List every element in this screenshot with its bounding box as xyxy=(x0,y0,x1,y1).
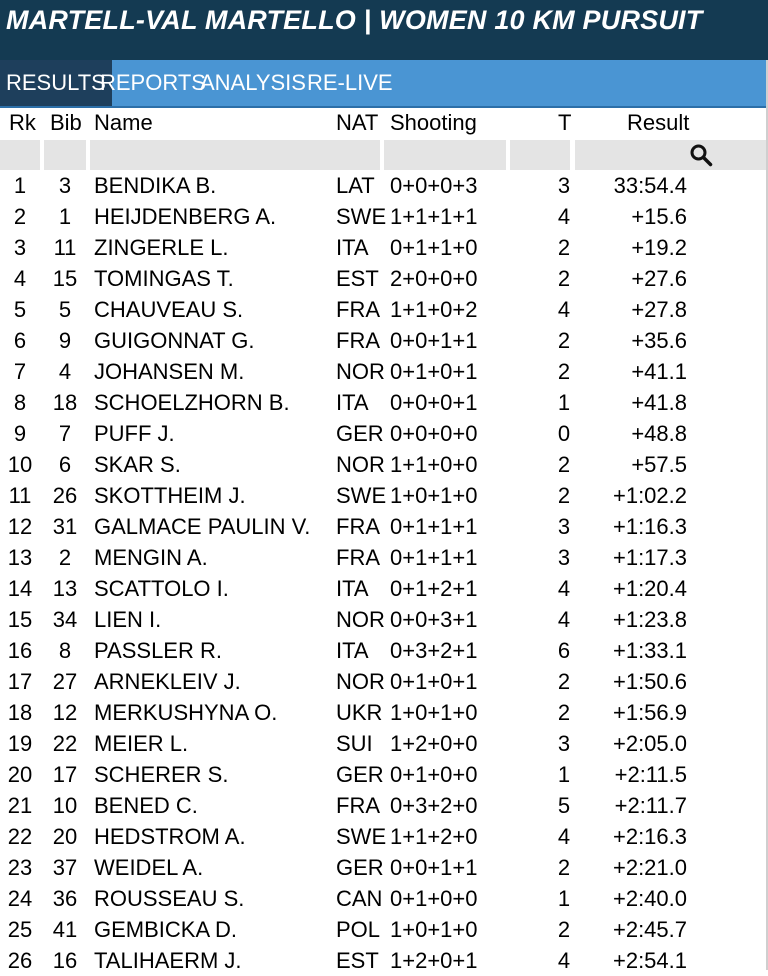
cell-bib: 6 xyxy=(58,452,72,477)
header-nat[interactable]: NAT xyxy=(336,110,379,135)
cell-shooting: 0+0+1+1 xyxy=(390,855,478,880)
cell-shooting: 0+1+0+0 xyxy=(390,762,478,787)
cell-rk: 12 xyxy=(7,514,33,539)
cell-rk: 7 xyxy=(13,359,27,384)
filter-name-input[interactable] xyxy=(90,140,380,170)
header-bib[interactable]: Bib xyxy=(50,110,82,135)
cell-rk: 22 xyxy=(7,824,33,849)
table-row[interactable] xyxy=(0,232,766,263)
cell-t: 6 xyxy=(557,638,571,663)
cell-nat: POL xyxy=(336,917,381,942)
cell-nat: NOR xyxy=(336,452,385,477)
cell-bib: 37 xyxy=(52,855,78,880)
cell-nat: FRA xyxy=(336,514,380,539)
table-row[interactable] xyxy=(0,821,766,852)
cell-rk: 11 xyxy=(8,483,32,508)
cell-t: 4 xyxy=(557,297,571,322)
table-row[interactable] xyxy=(0,201,766,232)
cell-shooting: 1+0+1+0 xyxy=(390,483,478,508)
cell-bib: 34 xyxy=(52,607,78,632)
cell-shooting: 0+3+2+0 xyxy=(390,793,478,818)
table-row[interactable] xyxy=(0,852,766,883)
cell-bib: 15 xyxy=(52,266,78,291)
cell-bib: 4 xyxy=(58,359,72,384)
cell-result: +19.2 xyxy=(631,235,687,260)
cell-rk: 21 xyxy=(7,793,33,818)
cell-name: MERKUSHYNA O. xyxy=(94,700,278,725)
cell-nat: CAN xyxy=(336,886,383,911)
cell-rk: 17 xyxy=(7,669,33,694)
cell-name: TALIHAERM J. xyxy=(94,948,242,973)
table-row[interactable] xyxy=(0,790,766,821)
cell-rk: 15 xyxy=(7,607,33,632)
cell-result: +2:05.0 xyxy=(612,731,687,756)
cell-shooting: 0+1+2+1 xyxy=(390,576,478,601)
cell-t: 1 xyxy=(557,390,571,415)
cell-t: 1 xyxy=(557,762,571,787)
cell-rk: 13 xyxy=(7,545,33,570)
header-result[interactable]: Result xyxy=(627,110,690,135)
cell-shooting: 1+1+2+0 xyxy=(390,824,478,849)
cell-name: JOHANSEN M. xyxy=(94,359,245,384)
cell-t: 4 xyxy=(557,824,571,849)
cell-result: +27.6 xyxy=(631,266,687,291)
cell-t: 2 xyxy=(557,328,571,353)
table-row[interactable] xyxy=(0,573,766,604)
cell-rk: 10 xyxy=(7,452,33,477)
cell-rk: 20 xyxy=(7,762,33,787)
cell-name: SCHERER S. xyxy=(94,762,229,787)
cell-name: MEIER L. xyxy=(94,731,189,756)
cell-t: 4 xyxy=(557,948,571,973)
table-row[interactable] xyxy=(0,263,766,294)
page-title: MARTELL-VAL MARTELLO | WOMEN 10 KM PURSUIT xyxy=(6,5,703,35)
table-row[interactable] xyxy=(0,728,766,759)
table-row[interactable] xyxy=(0,511,766,542)
cell-shooting: 2+0+0+0 xyxy=(390,266,478,291)
cell-t: 2 xyxy=(557,917,571,942)
cell-result: +48.8 xyxy=(631,421,687,446)
cell-result: +27.8 xyxy=(631,297,687,322)
cell-nat: LAT xyxy=(336,173,375,198)
cell-bib: 2 xyxy=(58,545,72,570)
table-row[interactable] xyxy=(0,914,766,945)
cell-nat: FRA xyxy=(336,328,380,353)
cell-shooting: 1+2+0+1 xyxy=(390,948,478,973)
cell-result: +2:21.0 xyxy=(612,855,687,880)
cell-rk: 18 xyxy=(7,700,33,725)
header-t[interactable]: T xyxy=(558,110,572,135)
cell-bib: 27 xyxy=(52,669,78,694)
cell-t: 0 xyxy=(557,421,571,446)
cell-shooting: 0+0+1+1 xyxy=(390,328,478,353)
cell-result: 33:54.4 xyxy=(613,173,687,198)
cell-nat: GER xyxy=(336,762,384,787)
cell-bib: 10 xyxy=(52,793,78,818)
cell-rk: 16 xyxy=(7,638,33,663)
cell-bib: 13 xyxy=(52,576,78,601)
cell-t: 3 xyxy=(557,173,571,198)
tab-bar xyxy=(0,60,766,108)
table-row[interactable] xyxy=(0,480,766,511)
table-row[interactable] xyxy=(0,356,766,387)
cell-nat: ITA xyxy=(336,576,369,601)
cell-result: +57.5 xyxy=(631,452,687,477)
cell-bib: 31 xyxy=(52,514,78,539)
table-row[interactable] xyxy=(0,294,766,325)
tab-analysis[interactable]: ANALYSIS xyxy=(200,70,306,95)
cell-nat: ITA xyxy=(336,638,369,663)
tab-re-live[interactable]: RE-LIVE xyxy=(307,70,393,95)
cell-result: +2:11.7 xyxy=(614,793,687,818)
cell-name: LIEN I. xyxy=(94,607,162,632)
cell-result: +1:16.3 xyxy=(612,514,687,539)
cell-result: +1:50.6 xyxy=(612,669,687,694)
cell-result: +2:16.3 xyxy=(612,824,687,849)
cell-shooting: 0+1+1+1 xyxy=(390,514,478,539)
cell-nat: FRA xyxy=(336,793,380,818)
table-row[interactable] xyxy=(0,635,766,666)
cell-result: +41.1 xyxy=(631,359,687,384)
cell-t: 2 xyxy=(557,452,571,477)
cell-name: SCHOELZHORN B. xyxy=(94,390,290,415)
cell-rk: 9 xyxy=(13,421,27,446)
cell-rk: 3 xyxy=(13,235,27,260)
cell-rk: 2 xyxy=(13,204,27,229)
cell-nat: FRA xyxy=(336,545,380,570)
cell-name: PUFF J. xyxy=(94,421,175,446)
cell-t: 4 xyxy=(557,607,571,632)
cell-nat: NOR xyxy=(336,359,385,384)
cell-name: GALMACE PAULIN V. xyxy=(94,514,311,539)
cell-nat: EST xyxy=(336,266,379,291)
cell-bib: 8 xyxy=(58,638,72,663)
cell-name: CHAUVEAU S. xyxy=(94,297,244,322)
cell-rk: 5 xyxy=(13,297,27,322)
cell-nat: ITA xyxy=(336,390,369,415)
cell-nat: FRA xyxy=(336,297,380,322)
cell-name: WEIDEL A. xyxy=(94,855,204,880)
cell-shooting: 0+0+0+1 xyxy=(390,390,478,415)
cell-name: SCATTOLO I. xyxy=(94,576,229,601)
cell-nat: NOR xyxy=(336,607,385,632)
cell-bib: 12 xyxy=(52,700,78,725)
table-row[interactable] xyxy=(0,542,766,573)
cell-shooting: 1+2+0+0 xyxy=(390,731,478,756)
cell-rk: 19 xyxy=(7,731,33,756)
cell-t: 2 xyxy=(557,483,571,508)
table-row[interactable] xyxy=(0,604,766,635)
cell-shooting: 0+1+0+1 xyxy=(390,359,478,384)
table-row[interactable] xyxy=(0,325,766,356)
filter-rank-input[interactable] xyxy=(0,140,40,170)
cell-t: 1 xyxy=(557,886,571,911)
cell-bib: 5 xyxy=(58,297,72,322)
cell-shooting: 0+0+3+1 xyxy=(390,607,478,632)
cell-shooting: 0+0+0+3 xyxy=(390,173,478,198)
cell-shooting: 1+0+1+0 xyxy=(390,917,478,942)
cell-t: 2 xyxy=(557,669,571,694)
table-row[interactable] xyxy=(0,666,766,697)
filter-bib-input[interactable] xyxy=(44,140,86,170)
cell-name: ROUSSEAU S. xyxy=(94,886,245,911)
cell-nat: UKR xyxy=(336,700,383,725)
cell-nat: ITA xyxy=(336,235,369,260)
cell-nat: NOR xyxy=(336,669,385,694)
cell-result: +2:11.5 xyxy=(614,762,687,787)
tab-reports[interactable]: REPORTS xyxy=(100,70,206,95)
cell-name: SKOTTHEIM J. xyxy=(94,483,246,508)
filter-result-input[interactable] xyxy=(575,140,766,170)
cell-result: +41.8 xyxy=(631,390,687,415)
cell-name: BENDIKA B. xyxy=(94,173,217,198)
cell-t: 5 xyxy=(557,793,571,818)
table-row[interactable] xyxy=(0,883,766,914)
cell-rk: 1 xyxy=(13,173,27,198)
cell-name: GUIGONNAT G. xyxy=(94,328,255,353)
cell-t: 2 xyxy=(557,266,571,291)
cell-t: 3 xyxy=(557,514,571,539)
cell-name: SKAR S. xyxy=(94,452,181,477)
cell-result: +15.6 xyxy=(631,204,687,229)
tab-results[interactable]: RESULTS xyxy=(0,60,112,106)
cell-nat: SWE xyxy=(336,204,387,229)
cell-bib: 11 xyxy=(53,235,77,260)
cell-rk: 23 xyxy=(7,855,33,880)
cell-shooting: 0+3+2+1 xyxy=(390,638,478,663)
cell-bib: 7 xyxy=(58,421,72,446)
cell-result: +1:17.3 xyxy=(612,545,687,570)
cell-name: MENGIN A. xyxy=(94,545,208,570)
cell-result: +1:23.8 xyxy=(612,607,687,632)
cell-result: +2:40.0 xyxy=(612,886,687,911)
cell-shooting: 1+1+0+2 xyxy=(390,297,478,322)
cell-name: ARNEKLEIV J. xyxy=(94,669,241,694)
cell-name: GEMBICKA D. xyxy=(94,917,238,942)
cell-shooting: 1+1+1+1 xyxy=(390,204,478,229)
cell-result: +2:45.7 xyxy=(612,917,687,942)
cell-t: 4 xyxy=(557,576,571,601)
cell-bib: 3 xyxy=(58,173,72,198)
cell-t: 3 xyxy=(557,545,571,570)
cell-t: 2 xyxy=(557,855,571,880)
cell-rk: 14 xyxy=(7,576,33,601)
cell-result: +2:54.1 xyxy=(612,948,687,973)
cell-nat: SWE xyxy=(336,824,387,849)
cell-t: 3 xyxy=(557,731,571,756)
cell-rk: 25 xyxy=(7,917,33,942)
cell-bib: 9 xyxy=(58,328,72,353)
cell-rk: 24 xyxy=(7,886,33,911)
cell-shooting: 1+1+0+0 xyxy=(390,452,478,477)
filter-t-input[interactable] xyxy=(510,140,570,170)
header-shooting[interactable]: Shooting xyxy=(390,110,477,135)
cell-t: 2 xyxy=(557,359,571,384)
cell-t: 2 xyxy=(557,235,571,260)
cell-name: HEDSTROM A. xyxy=(94,824,246,849)
cell-result: +35.6 xyxy=(631,328,687,353)
cell-shooting: 0+1+0+0 xyxy=(390,886,478,911)
filter-shooting-input[interactable] xyxy=(384,140,506,170)
cell-bib: 18 xyxy=(52,390,78,415)
table-row[interactable] xyxy=(0,697,766,728)
cell-rk: 4 xyxy=(13,266,27,291)
cell-name: ZINGERLE L. xyxy=(94,235,229,260)
cell-nat: EST xyxy=(336,948,379,973)
cell-shooting: 0+1+1+0 xyxy=(390,235,478,260)
cell-shooting: 0+1+1+1 xyxy=(390,545,478,570)
cell-bib: 20 xyxy=(52,824,78,849)
cell-bib: 26 xyxy=(52,483,78,508)
cell-nat: SUI xyxy=(336,731,373,756)
cell-rk: 26 xyxy=(7,948,33,973)
cell-bib: 16 xyxy=(52,948,78,973)
table-row[interactable] xyxy=(0,170,766,201)
cell-bib: 17 xyxy=(52,762,78,787)
cell-shooting: 0+0+0+0 xyxy=(390,421,478,446)
cell-t: 4 xyxy=(557,204,571,229)
cell-name: HEIJDENBERG A. xyxy=(94,204,277,229)
table-row[interactable] xyxy=(0,449,766,480)
cell-result: +1:02.2 xyxy=(612,483,687,508)
header-name[interactable]: Name xyxy=(94,110,153,135)
cell-t: 2 xyxy=(557,700,571,725)
cell-shooting: 0+1+0+1 xyxy=(390,669,478,694)
cell-result: +1:56.9 xyxy=(612,700,687,725)
header-rank[interactable]: Rk xyxy=(9,110,36,135)
cell-bib: 1 xyxy=(58,204,72,229)
table-row[interactable] xyxy=(0,387,766,418)
cell-bib: 22 xyxy=(52,731,78,756)
cell-name: BENED C. xyxy=(94,793,198,818)
cell-name: TOMINGAS T. xyxy=(94,266,234,291)
cell-nat: GER xyxy=(336,421,384,446)
table-row[interactable] xyxy=(0,945,766,976)
cell-bib: 41 xyxy=(52,917,78,942)
cell-nat: SWE xyxy=(336,483,387,508)
cell-nat: GER xyxy=(336,855,384,880)
cell-result: +1:20.4 xyxy=(612,576,687,601)
title-bar xyxy=(0,0,768,60)
cell-result: +1:33.1 xyxy=(612,638,687,663)
cell-shooting: 1+0+1+0 xyxy=(390,700,478,725)
cell-rk: 6 xyxy=(13,328,27,353)
cell-bib: 36 xyxy=(52,886,78,911)
table-row[interactable] xyxy=(0,759,766,790)
cell-name: PASSLER R. xyxy=(94,638,222,663)
filter-row xyxy=(0,140,766,170)
search-icon[interactable] xyxy=(689,143,713,167)
cell-rk: 8 xyxy=(13,390,27,415)
table-row[interactable] xyxy=(0,418,766,449)
